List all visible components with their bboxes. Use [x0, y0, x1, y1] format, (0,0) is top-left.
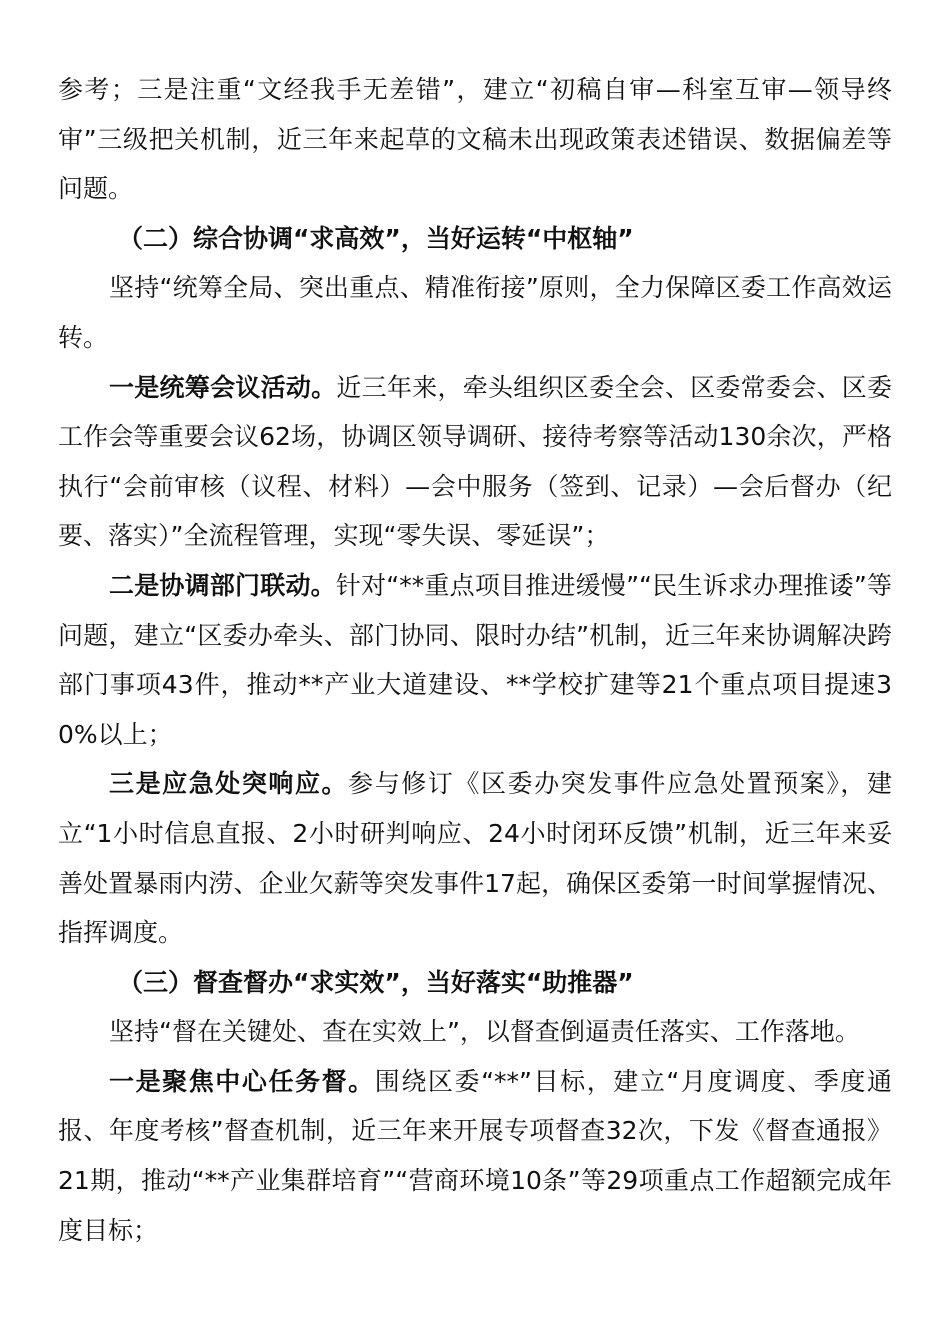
paragraph-body: 近三年来，牵头组织区委全会、区委常委会、区委工作会等重要会议62场，协调区领导调研、接待考察等活动130余次，严格执行“会前审核（议程、材料）—会中服务（签到、记录）—会后督办（纪要、落实）”全流程管理，实现“零失误、零延误”；	[58, 372, 892, 551]
paragraph-body: 参与修订《区委办突发事件应急处置预案》，建立“1小时信息直报、2小时研判响应、24小时闭环反馈”机制，近三年来妥善处置暴雨内涝、企业欠薪等突发事件17起，确保区委第一时间掌握情况、指挥调度。	[58, 769, 892, 948]
paragraph-body: 针对“**重点项目推进缓慢”“民生诉求办理推诿”等问题，建立“区委办牵头、部门协同、限时办结”机制，近三年来协调解决跨部门事项43件，推动**产业大道建设、**学校扩建等21个重点项目提速30%以上；	[58, 570, 893, 749]
paragraph-continuation: 参考；三是注重“文经我手无差错”，建立“初稿自审—科室互审—领导终审”三级把关机制，近三年来起草的文稿未出现政策表述错误、数据偏差等问题。	[58, 75, 892, 204]
paragraph-lead: 二是协调部门联动。	[109, 570, 336, 600]
section-heading-3: （三）督查督办“求实效”，当好落实“助推器”	[118, 967, 634, 997]
paragraph-body: 围绕区委“**”目标，建立“月度调度、季度通报、年度考核”督查机制，近三年来开展专项督查32次，下发《督查通报》21期，推动“**产业集群培育”“营商环境10条”等29项重点工作超额完成年度目标；	[58, 1066, 892, 1245]
paragraph-supervision-intro: 坚持“督在关键处、查在实效上”，以督查倒逼责任落实、工作落地。	[109, 1017, 860, 1047]
paragraph-departments	[58, 561, 892, 759]
paragraph-lead: 三是应急处突响应。	[109, 769, 349, 799]
document-page	[58, 65, 892, 1255]
paragraph-coordination-intro: 坚持“统筹全局、突出重点、精准衔接”原则，全力保障区委工作高效运转。	[58, 273, 892, 352]
paragraph-emergency	[58, 759, 892, 957]
paragraph-central-tasks	[58, 1057, 892, 1255]
paragraph-lead: 一是统筹会议活动。	[109, 372, 337, 402]
section-heading-2: （二）综合协调“求高效”，当好运转“中枢轴”	[118, 223, 634, 253]
paragraph-lead: 一是聚焦中心任务督。	[109, 1066, 375, 1096]
paragraph-meetings	[58, 363, 892, 561]
